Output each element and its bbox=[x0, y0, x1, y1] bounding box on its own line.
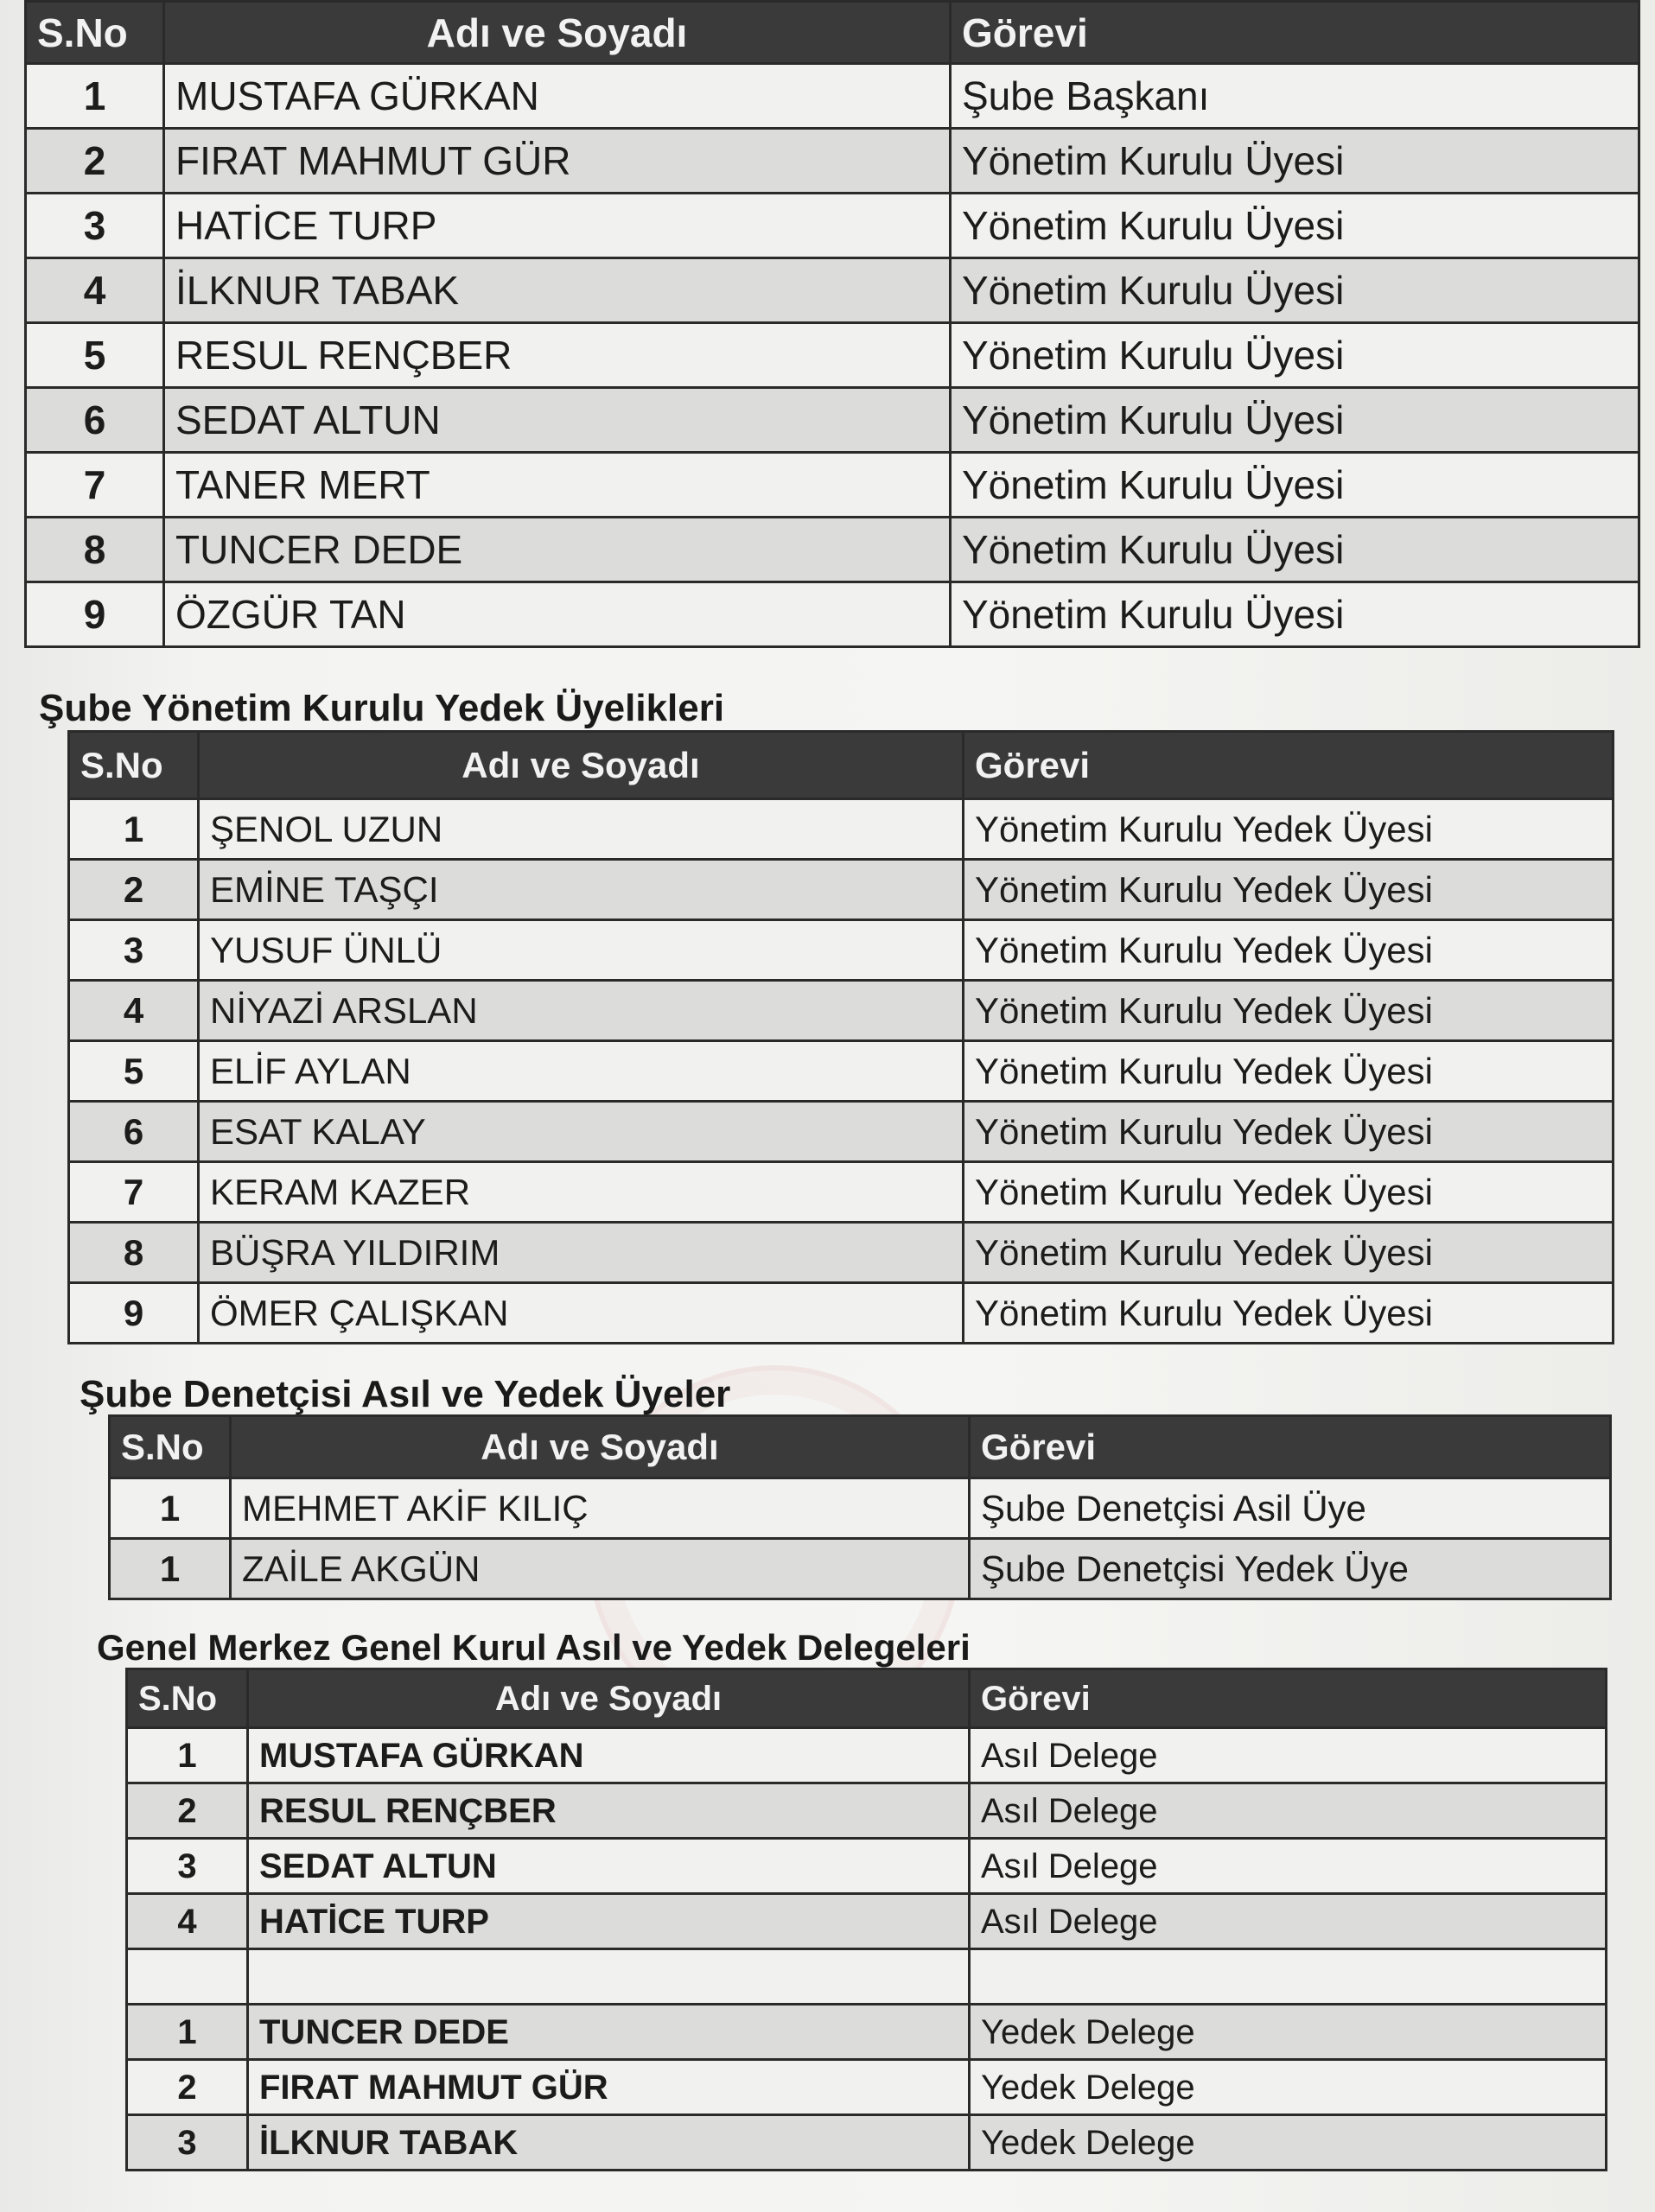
row-role: Asıl Delege bbox=[970, 1728, 1607, 1783]
row-role: Yönetim Kurulu Üyesi bbox=[951, 323, 1639, 388]
auditors-table-block bbox=[108, 1414, 1612, 1600]
table-row bbox=[110, 1478, 1611, 1539]
table-header-row bbox=[127, 1669, 1607, 1728]
table-row bbox=[127, 1894, 1607, 1949]
row-role: Yedek Delege bbox=[970, 2005, 1607, 2060]
row-role: Yönetim Kurulu Yedek Üyesi bbox=[964, 860, 1614, 920]
row-sno: 2 bbox=[127, 1783, 248, 1839]
header-name: Adı ve Soyadı bbox=[199, 732, 964, 799]
table-row bbox=[69, 860, 1614, 920]
row-name: KERAM KAZER bbox=[199, 1162, 964, 1223]
table-row bbox=[110, 1539, 1611, 1599]
row-sno: 4 bbox=[26, 258, 164, 323]
row-sno: 1 bbox=[110, 1478, 231, 1539]
table-row bbox=[69, 1223, 1614, 1283]
row-role: Yedek Delege bbox=[970, 2060, 1607, 2115]
row-name: HATİCE TURP bbox=[164, 194, 951, 258]
board-members-table bbox=[24, 0, 1640, 648]
header-name: Adı ve Soyadı bbox=[231, 1416, 970, 1478]
table-header-row bbox=[26, 2, 1639, 64]
row-role: Yönetim Kurulu Yedek Üyesi bbox=[964, 981, 1614, 1041]
section-title-auditors: Şube Denetçisi Asıl ve Yedek Üyeler bbox=[80, 1373, 731, 1415]
row-role: Yönetim Kurulu Yedek Üyesi bbox=[964, 1223, 1614, 1283]
header-name: Adı ve Soyadı bbox=[164, 2, 951, 64]
auditors-table bbox=[108, 1414, 1612, 1600]
board-substitutes-table bbox=[67, 730, 1614, 1344]
row-role: Yedek Delege bbox=[970, 2115, 1607, 2171]
table-row bbox=[127, 1728, 1607, 1783]
row-name: ÖMER ÇALIŞKAN bbox=[199, 1283, 964, 1344]
table-row bbox=[69, 1041, 1614, 1102]
row-name: ZAİLE AKGÜN bbox=[231, 1539, 970, 1599]
row-sno: 9 bbox=[26, 582, 164, 647]
row-role: Asıl Delege bbox=[970, 1783, 1607, 1839]
row-sno: 4 bbox=[127, 1894, 248, 1949]
row-role: Şube Başkanı bbox=[951, 64, 1639, 129]
header-sno: S.No bbox=[69, 732, 199, 799]
row-sno: 3 bbox=[127, 2115, 248, 2171]
row-role: Yönetim Kurulu Yedek Üyesi bbox=[964, 1102, 1614, 1162]
row-sno: 8 bbox=[69, 1223, 199, 1283]
row-name: SEDAT ALTUN bbox=[164, 388, 951, 453]
table-row bbox=[127, 2005, 1607, 2060]
table-row bbox=[127, 2060, 1607, 2115]
row-role bbox=[970, 1949, 1607, 2005]
table-row bbox=[69, 920, 1614, 981]
header-role: Görevi bbox=[970, 1416, 1611, 1478]
row-sno: 1 bbox=[127, 1728, 248, 1783]
row-role: Yönetim Kurulu Üyesi bbox=[951, 388, 1639, 453]
table-row bbox=[69, 1162, 1614, 1223]
table-row bbox=[127, 2115, 1607, 2171]
row-name: SEDAT ALTUN bbox=[248, 1839, 970, 1894]
row-role: Yönetim Kurulu Üyesi bbox=[951, 518, 1639, 582]
header-role: Görevi bbox=[970, 1669, 1607, 1728]
row-role: Yönetim Kurulu Üyesi bbox=[951, 258, 1639, 323]
row-name: TANER MERT bbox=[164, 453, 951, 518]
row-role: Yönetim Kurulu Üyesi bbox=[951, 129, 1639, 194]
row-role: Yönetim Kurulu Yedek Üyesi bbox=[964, 1283, 1614, 1344]
row-sno: 6 bbox=[69, 1102, 199, 1162]
header-sno: S.No bbox=[127, 1669, 248, 1728]
row-sno: 7 bbox=[69, 1162, 199, 1223]
row-name: RESUL RENÇBER bbox=[248, 1783, 970, 1839]
board-substitutes-table-block bbox=[67, 730, 1614, 1344]
row-role: Yönetim Kurulu Üyesi bbox=[951, 582, 1639, 647]
delegates-table-block bbox=[125, 1668, 1607, 2171]
delegates-table bbox=[125, 1668, 1607, 2171]
table-row bbox=[69, 1102, 1614, 1162]
row-role: Şube Denetçisi Yedek Üye bbox=[970, 1539, 1611, 1599]
table-row bbox=[26, 582, 1639, 647]
row-sno: 6 bbox=[26, 388, 164, 453]
row-sno: 3 bbox=[26, 194, 164, 258]
row-name: MEHMET AKİF KILIÇ bbox=[231, 1478, 970, 1539]
row-name: HATİCE TURP bbox=[248, 1894, 970, 1949]
row-sno: 9 bbox=[69, 1283, 199, 1344]
row-role: Yönetim Kurulu Yedek Üyesi bbox=[964, 920, 1614, 981]
row-sno bbox=[127, 1949, 248, 2005]
table-row bbox=[26, 518, 1639, 582]
row-sno: 3 bbox=[127, 1839, 248, 1894]
table-row bbox=[127, 1839, 1607, 1894]
row-name: RESUL RENÇBER bbox=[164, 323, 951, 388]
board-members-table-block bbox=[24, 0, 1640, 648]
row-name: NİYAZİ ARSLAN bbox=[199, 981, 964, 1041]
table-row bbox=[26, 323, 1639, 388]
row-role: Yönetim Kurulu Üyesi bbox=[951, 453, 1639, 518]
section-title-delegates: Genel Merkez Genel Kurul Asıl ve Yedek Delegeleri bbox=[97, 1627, 971, 1668]
row-role: Asıl Delege bbox=[970, 1839, 1607, 1894]
row-name bbox=[248, 1949, 970, 2005]
row-name: ÖZGÜR TAN bbox=[164, 582, 951, 647]
table-row bbox=[127, 1783, 1607, 1839]
row-sno: 1 bbox=[127, 2005, 248, 2060]
row-name: İLKNUR TABAK bbox=[164, 258, 951, 323]
row-sno: 3 bbox=[69, 920, 199, 981]
row-name: TUNCER DEDE bbox=[164, 518, 951, 582]
table-row bbox=[26, 64, 1639, 129]
row-sno: 2 bbox=[127, 2060, 248, 2115]
row-name: İLKNUR TABAK bbox=[248, 2115, 970, 2171]
table-row bbox=[26, 129, 1639, 194]
row-sno: 1 bbox=[69, 799, 199, 860]
row-role: Asıl Delege bbox=[970, 1894, 1607, 1949]
table-row bbox=[26, 388, 1639, 453]
header-sno: S.No bbox=[26, 2, 164, 64]
row-role: Yönetim Kurulu Üyesi bbox=[951, 194, 1639, 258]
row-name: FIRAT MAHMUT GÜR bbox=[248, 2060, 970, 2115]
header-role: Görevi bbox=[951, 2, 1639, 64]
table-row bbox=[69, 1283, 1614, 1344]
table-header-row bbox=[110, 1416, 1611, 1478]
table-row bbox=[26, 194, 1639, 258]
row-sno: 2 bbox=[26, 129, 164, 194]
row-sno: 5 bbox=[26, 323, 164, 388]
row-role: Yönetim Kurulu Yedek Üyesi bbox=[964, 1162, 1614, 1223]
table-row bbox=[69, 799, 1614, 860]
row-sno: 2 bbox=[69, 860, 199, 920]
header-role: Görevi bbox=[964, 732, 1614, 799]
row-role: Yönetim Kurulu Yedek Üyesi bbox=[964, 1041, 1614, 1102]
row-name: YUSUF ÜNLÜ bbox=[199, 920, 964, 981]
row-sno: 5 bbox=[69, 1041, 199, 1102]
row-name: ELİF AYLAN bbox=[199, 1041, 964, 1102]
row-role: Yönetim Kurulu Yedek Üyesi bbox=[964, 799, 1614, 860]
row-name: FIRAT MAHMUT GÜR bbox=[164, 129, 951, 194]
row-sno: 7 bbox=[26, 453, 164, 518]
row-role: Şube Denetçisi Asil Üye bbox=[970, 1478, 1611, 1539]
table-row-spacer bbox=[127, 1949, 1607, 2005]
table-row bbox=[26, 258, 1639, 323]
row-sno: 4 bbox=[69, 981, 199, 1041]
row-name: MUSTAFA GÜRKAN bbox=[164, 64, 951, 129]
row-name: ESAT KALAY bbox=[199, 1102, 964, 1162]
table-header-row bbox=[69, 732, 1614, 799]
row-sno: 8 bbox=[26, 518, 164, 582]
header-name: Adı ve Soyadı bbox=[248, 1669, 970, 1728]
table-row bbox=[69, 981, 1614, 1041]
header-sno: S.No bbox=[110, 1416, 231, 1478]
row-name: ŞENOL UZUN bbox=[199, 799, 964, 860]
row-sno: 1 bbox=[26, 64, 164, 129]
row-name: EMİNE TAŞÇI bbox=[199, 860, 964, 920]
row-sno: 1 bbox=[110, 1539, 231, 1599]
row-name: BÜŞRA YILDIRIM bbox=[199, 1223, 964, 1283]
table-row bbox=[26, 453, 1639, 518]
row-name: MUSTAFA GÜRKAN bbox=[248, 1728, 970, 1783]
section-title-board-substitutes: Şube Yönetim Kurulu Yedek Üyelikleri bbox=[39, 687, 725, 729]
row-name: TUNCER DEDE bbox=[248, 2005, 970, 2060]
